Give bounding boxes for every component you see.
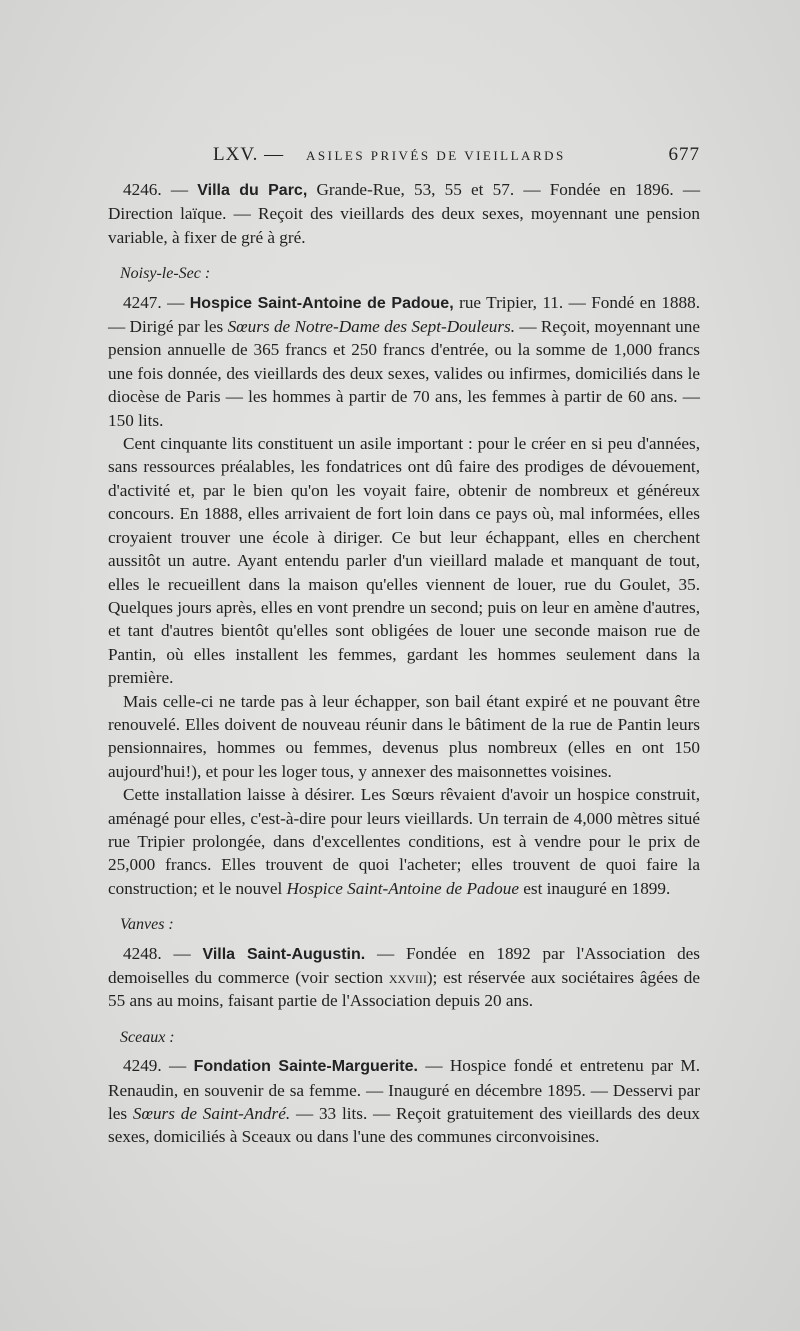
entry-4247 bbox=[108, 291, 700, 432]
entry-number: 4246. — bbox=[123, 180, 198, 199]
paragraph-text: est inauguré en 1899. bbox=[518, 878, 671, 898]
entry-text: — Hospice fondé et entretenu par M. Renaudin, en souvenir de sa femme. — Inauguré en décembre 1895. — Desservi par les bbox=[108, 1056, 701, 1124]
paragraph-italic: Hospice Saint-Antoine de Padoue bbox=[286, 878, 519, 898]
paragraph bbox=[108, 783, 700, 900]
entry-name: Fondation Sainte-Marguerite. bbox=[193, 1058, 418, 1076]
roman-numeral: xxviii bbox=[388, 968, 427, 987]
running-header bbox=[108, 142, 700, 170]
entry-text: Grande-Rue, 53, 55 et 57. — Fondée en 1896. — Direction laïque. — Reçoit des vieillards des deux sexes, moyennant une pension variable, à fixer de gré à gré. bbox=[108, 180, 701, 247]
entry-text: ); est réservée aux sociétaires âgées de 55 ans au moins, faisant partie de l'Association depuis 20 ans. bbox=[108, 968, 700, 1011]
entry-4249 bbox=[108, 1054, 700, 1149]
entry-number: 4249. — bbox=[123, 1056, 194, 1076]
entry-text: rue Tripier, 11. — Fondé en 1888. — Dirigé par les bbox=[108, 292, 700, 337]
running-title: ASILES PRIVÉS DE VIEILLARDS bbox=[306, 148, 566, 163]
place-heading-vanves: Vanves : bbox=[120, 916, 174, 934]
body-text bbox=[108, 178, 700, 1149]
page-number: 677 bbox=[668, 144, 700, 165]
entry-name: Villa du Parc, bbox=[197, 182, 308, 199]
entry-name: Hospice Saint-Antoine de Padoue, bbox=[189, 294, 454, 312]
paragraph-text: Cette installation laisse à désirer. Les Sœurs rêvaient d'avoir un hospice construit, aménagé pour elles, c'est-à-dire pour leurs vieillards. Un terrain de 4,000 mètres situé rue Tripier prolongée, dans d'excellentes conditions, est à vendre pour le prix de 25,000 francs. Elles trouvent de quoi l'acheter; elles trouvent de quoi faire la construction; et le nouvel bbox=[108, 785, 700, 898]
entry-text: — Reçoit, moyennant une pension annuelle de 365 francs et 250 francs d'entrée, ou la somme de 1,000 francs une fois donnée, des vieillards des deux sexes, valides ou infirmes, domiciliés dans le diocèse de Paris — les hommes à partir de 70 ans, les femmes à partir de 60 ans. — 150 lits. bbox=[108, 317, 700, 430]
entry-number: 4247. — bbox=[123, 292, 190, 312]
section-number: LXV. — bbox=[213, 144, 285, 165]
entry-italic: Sœurs de Saint-André. bbox=[132, 1104, 291, 1124]
paragraph: Mais celle-ci ne tarde pas à leur échapper, son bail étant expiré et ne pouvant être renouvelé. Elles doivent de nouveau réunir dans le bâtiment de la rue de Pantin leurs pensionnaires, hommes ou femmes, devenus plus nombreux (elles en ont 150 aujourd'hui!), et pour les loger tous, y annexer des maisonnettes voisines. bbox=[108, 691, 700, 781]
entry-number: 4248. — bbox=[123, 943, 203, 963]
entry-italic: Sœurs de Notre-Dame des Sept-Douleurs. bbox=[227, 317, 516, 337]
entry-name: Villa Saint-Augustin. bbox=[202, 945, 366, 963]
paragraph: Cent cinquante lits constituent un asile important : pour le créer en si peu d'années, sans ressources préalables, les fondatrices ont dû faire des prodiges de dévouement, d'activité et, par le bien qu'on les voyait faire, obtenir de nombreux et généreux concours. En 1888, elles arrivaient de fort loin dans ce pays où, mal informées, elles croyaient trouver une école à diriger. Ce but leur échappant, elles en cherchent aussitôt un autre. Ayant entendu parler d'un vieillard malade et manquant de tout, elles le recueillent dans la maison qu'elles viennent de louer, rue du Goulet, 35. Quelques jours après, elles en vont prendre un second; puis on leur en amène d'autres, et tant d'autres bientôt qu'elles sont obligées de louer une seconde maison rue de Pantin, où elles installent les femmes, gardant les hommes seulement dans la première. bbox=[108, 434, 700, 688]
entry-4246 bbox=[108, 178, 700, 249]
place-heading-noisy: Noisy-le-Sec : bbox=[120, 265, 211, 283]
place-heading-sceaux: Sceaux : bbox=[120, 1028, 175, 1046]
entry-4248 bbox=[108, 942, 700, 1013]
entry-text: — Fondée en 1892 par l'Association des demoiselles du commerce (voir section bbox=[108, 943, 700, 987]
entry-text: — 33 lits. — Reçoit gratuitement des vieillards des deux sexes, domiciliés à Sceaux ou dans l'une des communes circonvoisines. bbox=[108, 1104, 701, 1147]
